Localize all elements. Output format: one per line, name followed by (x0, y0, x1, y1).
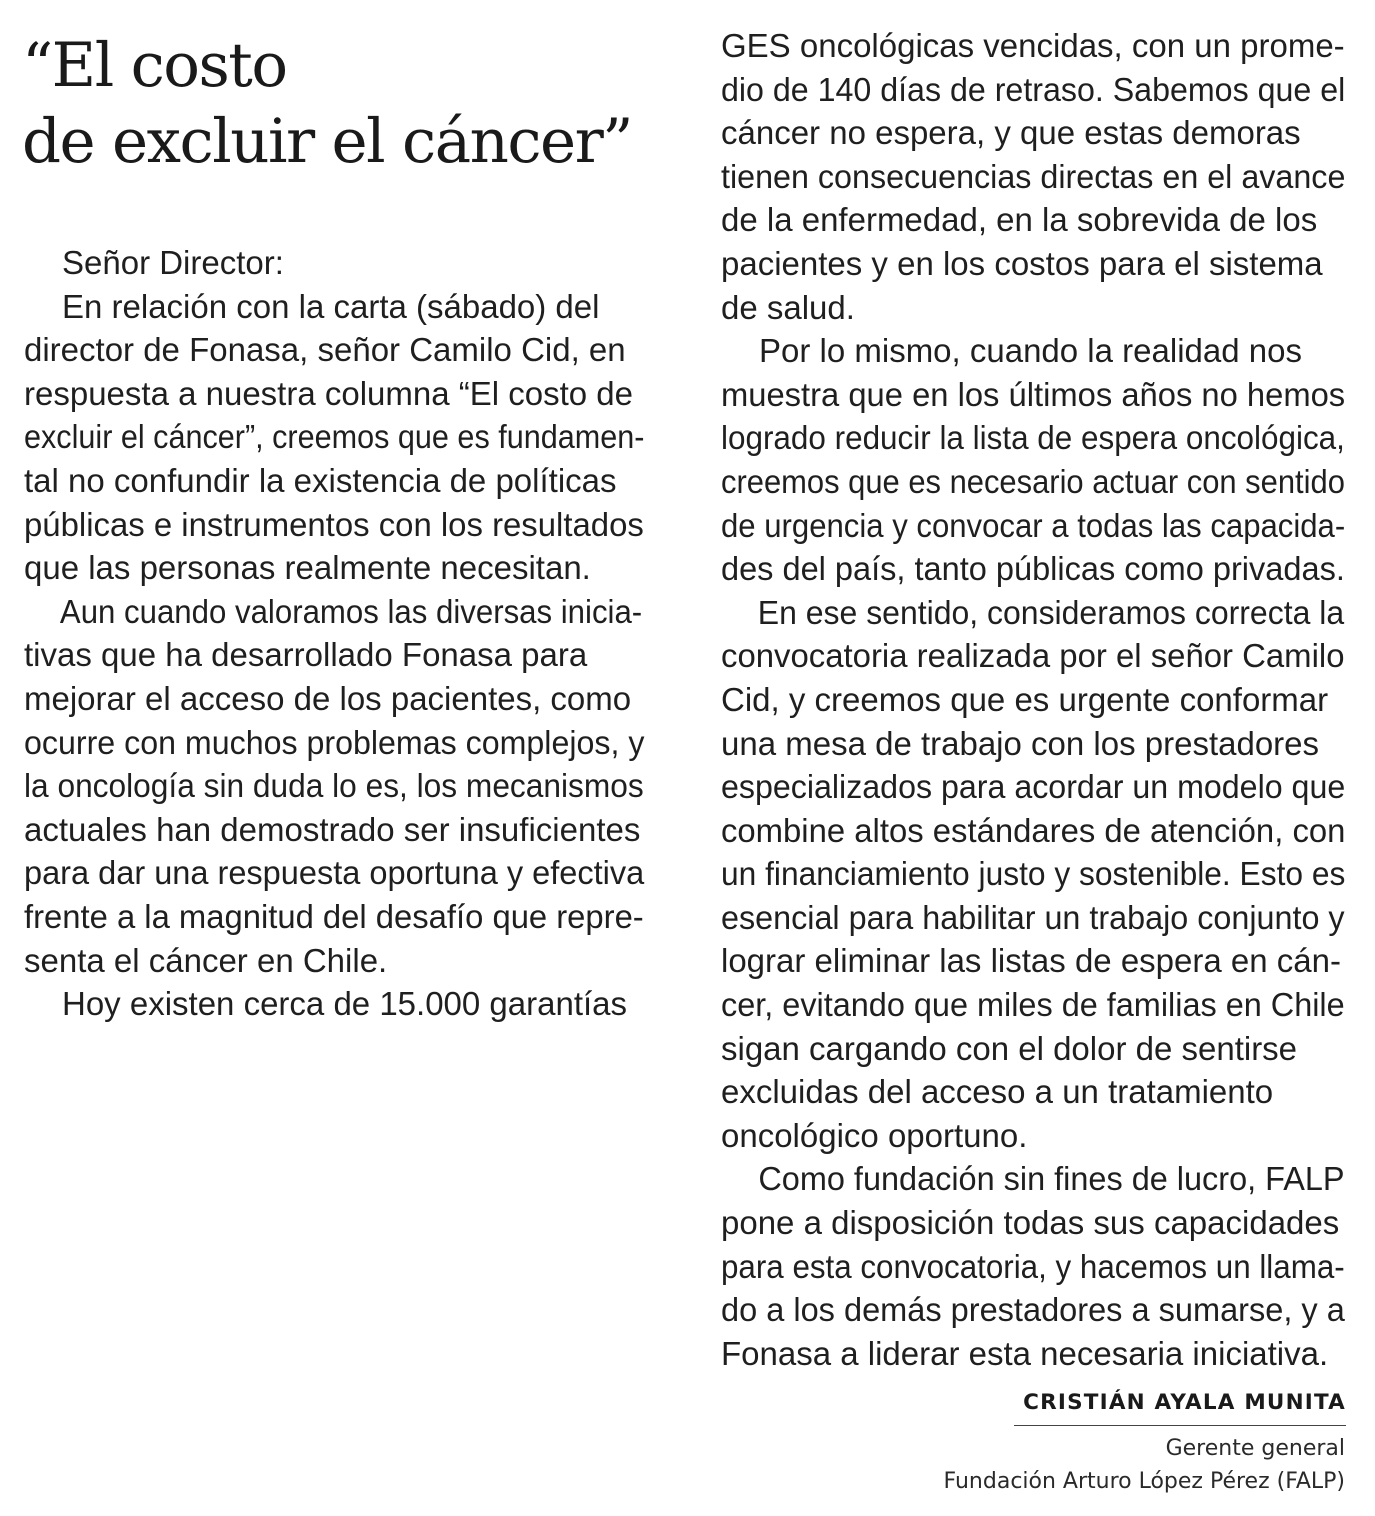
text-line: que las personas realmente necesitan. (24, 549, 591, 587)
text-line: respuesta a nuestra columna “El costo de (24, 374, 634, 412)
text-line: combine altos estándares de atención, con (721, 811, 1346, 849)
text-line: públicas e instrumentos con los resultados (24, 505, 644, 543)
text-line: dio de 140 días de retraso. Sabemos que el (721, 70, 1346, 108)
text-line: GES oncológicas vencidas, con un prome- (721, 27, 1345, 64)
text-line: un financiamiento justo y sostenible. Esto es (721, 855, 1346, 893)
text-line: Fonasa a liderar esta necesaria iniciativa. (721, 1334, 1329, 1372)
text-line: especializados para acordar un modelo que (721, 768, 1346, 806)
right-text-column (721, 24, 1345, 1375)
text-line: cáncer no espera, y que estas demoras (721, 114, 1301, 152)
text-line: de urgencia y convocar a todas las capacida- (721, 506, 1346, 544)
text-line: Hoy existen cerca de 15.000 garantías (62, 985, 628, 1023)
text-line: creemos que es necesario actuar con sentido (721, 462, 1345, 500)
text-line: la oncología sin duda lo es, los mecanismos (24, 767, 644, 805)
author-name: CRISTIÁN AYALA MUNITA (1023, 1390, 1346, 1415)
text-line: excluir el cáncer”, creemos que es fundamen- (24, 418, 645, 456)
text-line: Cid, y creemos que es urgente conformar (721, 680, 1329, 718)
text-line: excluidas del acceso a un tratamiento (721, 1073, 1274, 1111)
text-line: frente a la magnitud del desafío que repre- (24, 897, 644, 935)
text-line: do a los demás prestadores a sumarse, y a (721, 1291, 1345, 1329)
text-line: Como fundación sin fines de lucro, FALP (758, 1160, 1345, 1198)
signature-divider (1014, 1425, 1346, 1426)
text-line: Señor Director: (62, 244, 284, 281)
text-line: Por lo mismo, cuando la realidad nos (759, 332, 1302, 370)
text-line: lograr eliminar las listas de espera en cán- (721, 942, 1341, 980)
text-line: tal no confundir la existencia de políticas (24, 461, 617, 499)
headline (22, 28, 632, 180)
text-line: pacientes y en los costos para el sistema (721, 244, 1323, 282)
text-line: una mesa de trabajo con los prestadores (721, 724, 1320, 762)
text-line: cer, evitando que miles de familias en Chile (721, 986, 1345, 1024)
text-line: mejorar el acceso de los pacientes, como (24, 679, 632, 717)
text-line: convocatoria realizada por el señor Camilo (721, 637, 1345, 675)
text-line: logrado reducir la lista de espera oncológica, (721, 419, 1345, 457)
headline-line-2: de excluir el cáncer” (22, 106, 632, 177)
author-credits (944, 1432, 1345, 1498)
text-line: ocurre con muchos problemas complejos, y (24, 723, 645, 761)
text-line: director de Fonasa, señor Camilo Cid, en (24, 331, 626, 369)
text-line: de la enfermedad, en la sobrevida de los (721, 201, 1318, 239)
text-line: oncológico oportuno. (721, 1116, 1028, 1154)
text-line: para dar una respuesta oportuna y efectiva (24, 854, 645, 892)
text-line: muestra que en los últimos años no hemos (721, 375, 1346, 413)
text-line: sigan cargando con el dolor de sentirse (721, 1029, 1298, 1067)
text-line: actuales han demostrado ser insuficientes (24, 810, 641, 848)
author-organization: Fundación Arturo López Pérez (FALP) (943, 1469, 1345, 1494)
text-line: para esta convocatoria, y hacemos un llama- (721, 1247, 1345, 1285)
text-line: tienen consecuencias directas en el avance (721, 157, 1346, 195)
text-line: pone a disposición todas sus capacidades (721, 1204, 1340, 1242)
text-line: En ese sentido, consideramos correcta la (757, 593, 1345, 631)
text-line: senta el cáncer en Chile. (24, 941, 388, 979)
headline-line-1: “El costo (22, 30, 287, 101)
text-line: Aun cuando valoramos las diversas inicia- (59, 592, 643, 630)
text-line: tivas que ha desarrollado Fonasa para (24, 636, 588, 674)
author-role: Gerente general (1165, 1436, 1345, 1461)
text-line: esencial para habilitar un trabajo conjunto y (721, 898, 1345, 936)
left-text-column (24, 241, 644, 1026)
text-line: En relación con la carta (sábado) del (62, 287, 600, 325)
text-line: des del país, tanto públicas como privadas. (721, 550, 1345, 588)
text-line: de salud. (721, 288, 855, 326)
